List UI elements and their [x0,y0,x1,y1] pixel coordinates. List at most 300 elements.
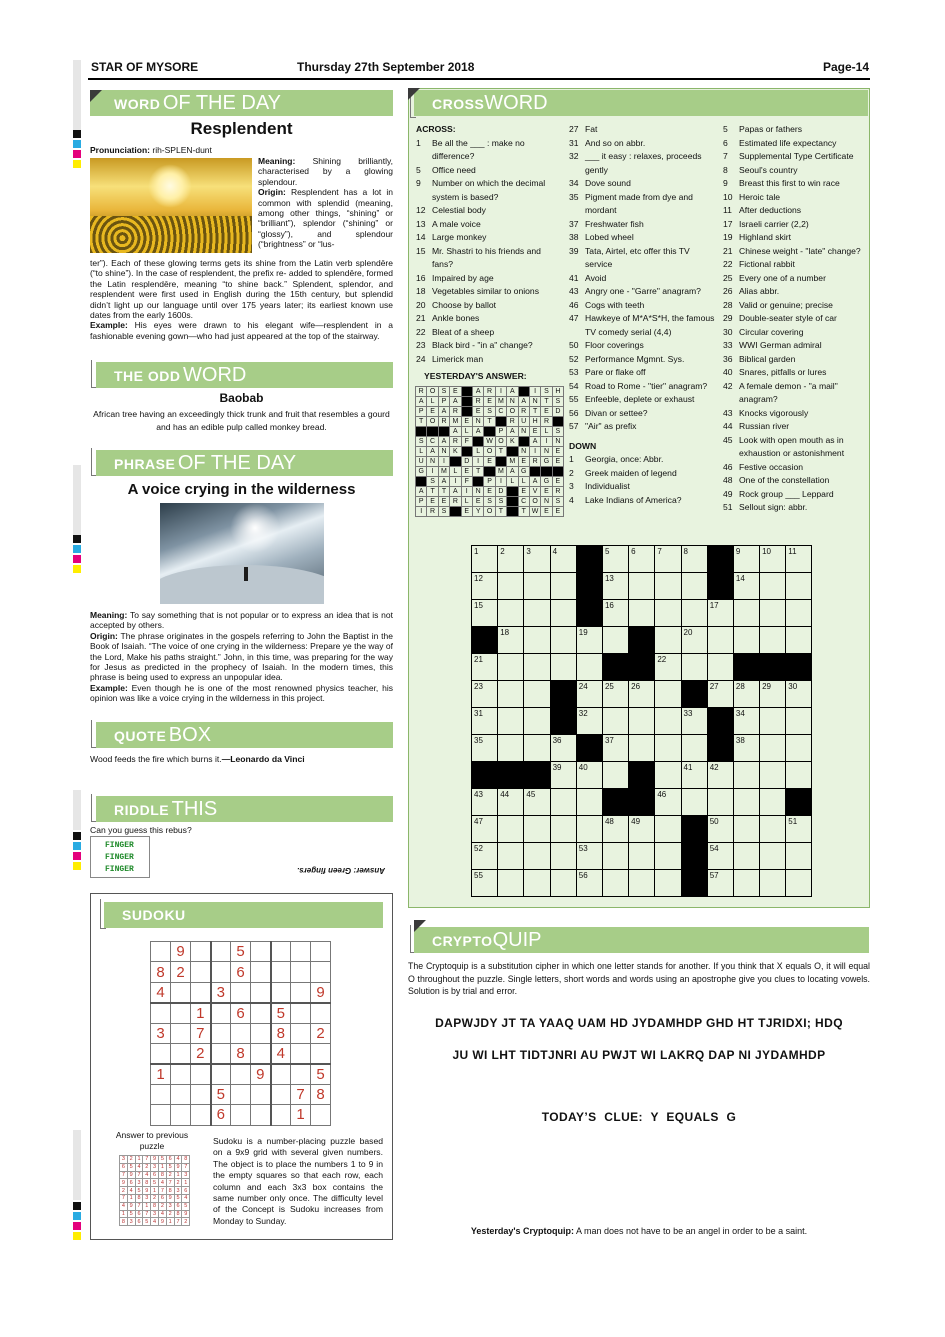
crossword-cell[interactable]: 30 [786,681,812,708]
crossword-cell[interactable] [524,654,550,681]
answer-cell: L [461,427,472,437]
crossword-cell[interactable] [629,708,655,735]
answer-cell: U [416,457,427,467]
sudoku-cell[interactable] [191,982,211,1002]
crossword-cell[interactable] [786,627,812,654]
margin-bar [73,1130,81,1200]
crossword-cell[interactable] [629,843,655,870]
crossword-cell[interactable]: 26 [629,681,655,708]
sudoku-cell[interactable] [171,1064,191,1084]
answer-cell: N [552,437,563,447]
crossword-cell[interactable]: 28 [733,681,759,708]
clue-item [416,177,562,204]
crossword-cell[interactable]: 51 [786,816,812,843]
crossword-cell[interactable] [550,870,576,897]
sudoku-cell[interactable] [211,1043,231,1063]
crossword-cell[interactable] [602,708,628,735]
clue-item [723,299,867,313]
crossword-cell[interactable] [629,870,655,897]
sudoku-cell[interactable] [151,1105,171,1125]
crossword-cell[interactable] [655,627,681,654]
sudoku-cell[interactable] [251,982,271,1002]
sudoku-given: 3 [211,982,231,1002]
sudoku-desc: Sudoku is a number-placing puzzle based on a 9x9 grid with several given numbers. The object is to place the numbers 1 to 9 in the empty squares so that each row, each column and each 3x3 box contains the same number only once. The difficulty level of the Concept is Sudoku increases from Monday to Sunday. [213,1136,383,1226]
crossword-cell[interactable] [681,735,707,762]
answer-cell: K [507,437,518,447]
clue-number: 23 [416,340,426,350]
answer-cell: E [484,487,495,497]
clue-number: 22 [723,259,733,269]
sudoku-cell[interactable] [251,962,271,982]
crossword-cell[interactable]: 34 [733,708,759,735]
crossword-cell[interactable] [733,627,759,654]
prev-answer-cell: 4 [143,1171,151,1179]
crossword-cell[interactable]: 16 [602,600,628,627]
sudoku-cell[interactable] [311,962,331,982]
crossword-cell[interactable] [760,762,786,789]
sudoku-cell[interactable] [291,942,311,962]
crossword-cell[interactable] [760,600,786,627]
crossword-cell[interactable] [707,654,733,681]
clue-item [723,285,867,299]
sudoku-cell[interactable] [211,1064,231,1084]
crossword-cell[interactable] [602,627,628,654]
crossword-cell[interactable] [655,708,681,735]
crossword-cell[interactable] [602,762,628,789]
sudoku-cell[interactable] [291,1003,311,1023]
sudoku-cell[interactable] [251,1043,271,1063]
sudoku-cell[interactable] [271,982,291,1002]
crossword-cell[interactable]: 29 [760,681,786,708]
crossword-cell[interactable] [733,762,759,789]
crossword-cell[interactable] [550,600,576,627]
crossword-cell[interactable]: 42 [707,762,733,789]
crossword-cell[interactable]: 18 [498,627,524,654]
clue-text: Fat [585,124,598,134]
clue-text: And so on abbr. [585,137,646,148]
crossword-cell[interactable] [550,789,576,816]
clue-number: 47 [569,313,579,323]
prev-answer-cell: 2 [151,1194,159,1202]
clue-number: 15 [416,245,426,256]
sudoku-cell[interactable] [231,1023,251,1043]
sudoku-cell[interactable] [271,1084,291,1104]
crossword-cell[interactable] [498,816,524,843]
crossword-block [681,843,707,870]
answer-cell: I [461,487,472,497]
clue-item [416,204,562,218]
answer-block [552,417,563,427]
answer-cell: A [529,477,540,487]
answer-cell: R [552,487,563,497]
rebus-word: FINGER [105,853,134,862]
answer-cell: L [507,477,518,487]
clue-number: 4 [569,494,574,505]
swatch-magenta [73,1222,81,1230]
sudoku-cell[interactable] [251,1105,271,1125]
crossword-cell[interactable]: 45 [524,789,550,816]
crossword-cell[interactable] [681,789,707,816]
answer-block [529,467,540,477]
sudoku-cell[interactable] [171,1105,191,1125]
sudoku-cell[interactable] [311,942,331,962]
crossword-cell[interactable] [550,843,576,870]
prev-answer-cell: 5 [158,1156,166,1164]
crossword-cell[interactable]: 6 [629,546,655,573]
crossword-cell[interactable] [524,816,550,843]
prev-answer-cell: 6 [135,1210,143,1218]
answer-cell: R [518,407,529,417]
clue-text: Circular covering [739,326,804,337]
sudoku-cell[interactable] [271,1105,291,1125]
sudoku-cell[interactable] [151,1003,171,1023]
crossword-cell[interactable] [786,708,812,735]
crossword-cell[interactable] [786,600,812,627]
crossword-cell[interactable] [629,600,655,627]
crossword-cell[interactable] [760,573,786,600]
clue-item [569,353,715,367]
crossword-cell[interactable] [733,816,759,843]
crossword-cell[interactable]: 35 [472,735,498,762]
clue-text: Ankle bones [432,313,480,323]
sudoku-cell[interactable] [151,942,171,962]
clue-text: Georgia, once: Abbr. [585,454,664,464]
crossword-cell[interactable]: 47 [472,816,498,843]
crossword-cell[interactable]: 46 [655,789,681,816]
crossword-cell[interactable]: 17 [707,600,733,627]
crossword-cell[interactable]: 53 [576,843,602,870]
crossword-cell[interactable] [655,843,681,870]
crossword-cell[interactable] [629,573,655,600]
sudoku-cell[interactable] [291,1043,311,1063]
crossword-cell[interactable]: 49 [629,816,655,843]
crossword-cell[interactable]: 27 [707,681,733,708]
crossword-cell[interactable]: 20 [681,627,707,654]
answer-block [461,447,472,457]
quote-band [96,722,393,748]
crossword-cell[interactable] [576,654,602,681]
crossword-cell[interactable]: 1 [472,546,498,573]
crossword-cell[interactable] [498,735,524,762]
crossword-cell[interactable] [498,870,524,897]
band-small-text: RIDDLE [114,802,170,818]
answer-block [461,387,472,397]
crossword-cell[interactable] [733,789,759,816]
clue-item [416,245,562,272]
answer-block [472,477,483,487]
prev-answer-cell: 2 [166,1210,174,1218]
sudoku-cell[interactable] [271,942,291,962]
crossword-cell[interactable] [550,816,576,843]
crossword-cell[interactable] [733,843,759,870]
crossword-cell[interactable] [655,762,681,789]
clue-text: Look with open mouth as in exhaustion or astonishment [739,434,845,458]
answer-cell: M [495,397,506,407]
crossword-cell[interactable] [655,816,681,843]
crossword-cell[interactable] [576,789,602,816]
sudoku-cell[interactable] [231,982,251,1002]
crossword-cell[interactable]: 55 [472,870,498,897]
crossword-cell[interactable]: 48 [602,816,628,843]
sudoku-cell[interactable] [211,942,231,962]
crossword-cell[interactable]: 21 [472,654,498,681]
crossword-cell[interactable]: 5 [602,546,628,573]
crossword-block [707,573,733,600]
crossword-cell[interactable]: 14 [733,573,759,600]
clue-text: Every one of a number [739,272,826,283]
crossword-cell[interactable] [602,870,628,897]
sudoku-given: 6 [211,1105,231,1125]
crossword-cell[interactable] [733,600,759,627]
sudoku-cell[interactable] [191,1064,211,1084]
crossword-cell[interactable]: 11 [786,546,812,573]
crossword-cell[interactable] [524,735,550,762]
crossword-cell[interactable]: 52 [472,843,498,870]
clue-number: 28 [723,299,733,310]
crossword-cell[interactable] [707,789,733,816]
crossword-cell[interactable]: 31 [472,708,498,735]
answer-cell: W [484,437,495,447]
crossword-cell[interactable] [707,627,733,654]
crossword-cell[interactable] [655,870,681,897]
clue-item [416,137,562,164]
sudoku-given: 9 [251,1064,271,1084]
clue-number: 46 [569,299,579,310]
crossword-cell[interactable]: 57 [707,870,733,897]
sudoku-cell[interactable] [171,1023,191,1043]
crossword-cell[interactable] [498,843,524,870]
crossword-cell[interactable] [786,735,812,762]
answer-cell: A [529,437,540,447]
crossword-cell[interactable] [760,735,786,762]
crossword-cell[interactable]: 3 [524,546,550,573]
sudoku-cell[interactable] [191,962,211,982]
sudoku-cell[interactable] [211,1003,231,1023]
crossword-cell[interactable]: 33 [681,708,707,735]
prev-answer-cell: 2 [143,1163,151,1171]
answer-cell: O [495,437,506,447]
clue-text: Russian river [739,421,790,431]
crossword-cell[interactable] [524,843,550,870]
crossword-cell[interactable] [760,789,786,816]
clue-item [723,488,867,502]
clue-number: 24 [416,353,426,364]
sudoku-cell[interactable] [251,1084,271,1104]
crossword-cell[interactable] [760,816,786,843]
crossword-cell[interactable] [550,654,576,681]
clue-number: 16 [416,272,426,283]
crossword-cell[interactable]: 24 [576,681,602,708]
answer-cell: I [416,507,427,517]
answer-block [438,427,449,437]
crossword-cell[interactable] [760,843,786,870]
crossword-cell[interactable]: 50 [707,816,733,843]
crossword-cell[interactable]: 32 [576,708,602,735]
sudoku-cell[interactable] [211,962,231,982]
crossword-cell[interactable] [681,600,707,627]
clue-item [569,467,715,481]
prev-answer-cell: 2 [174,1179,182,1187]
crossword-cell[interactable] [498,708,524,735]
clue-text: Rock group ___ Leppard [739,488,834,499]
crossword-cell[interactable]: 8 [681,546,707,573]
answer-cell: E [529,427,540,437]
crossword-cell[interactable]: 38 [733,735,759,762]
sudoku-cell[interactable] [291,962,311,982]
sudoku-cell[interactable] [191,942,211,962]
crossword-cell[interactable] [733,870,759,897]
crossword-cell[interactable]: 22 [655,654,681,681]
crossword-cell[interactable] [629,735,655,762]
crossword-cell[interactable]: 39 [550,762,576,789]
crossword-cell[interactable]: 44 [498,789,524,816]
sudoku-cell[interactable] [231,1064,251,1084]
clue-text: Chinese weight - "late" change? [739,245,861,256]
crossword-cell[interactable] [602,843,628,870]
sudoku-cell[interactable] [211,1023,231,1043]
crossword-cell[interactable] [524,627,550,654]
sudoku-cell[interactable] [191,1105,211,1125]
answer-cell: A [427,447,438,457]
crossword-cell[interactable] [498,681,524,708]
answer-cell: N [472,417,483,427]
crossword-cell[interactable] [524,573,550,600]
sudoku-cell[interactable] [271,1064,291,1084]
crossword-cell[interactable] [786,573,812,600]
crossword-cell[interactable] [760,708,786,735]
sudoku-cell[interactable] [251,1003,271,1023]
crossword-cell[interactable]: 25 [602,681,628,708]
crossword-cell[interactable] [550,573,576,600]
sudoku-cell[interactable] [311,1003,331,1023]
sudoku-cell[interactable] [251,1023,271,1043]
clue-text: Biblical garden [739,353,796,364]
sudoku-cell[interactable] [151,1084,171,1104]
crossword-cell[interactable]: 40 [576,762,602,789]
crossword-block [760,654,786,681]
clue-text: Number on which the decimal system is based? [432,178,546,202]
crossword-cell[interactable]: 13 [602,573,628,600]
answer-cell: O [427,387,438,397]
crossword-cell[interactable] [655,573,681,600]
crossword-cell[interactable] [655,681,681,708]
crossword-cell[interactable]: 7 [655,546,681,573]
prev-answer-cell: 2 [158,1202,166,1210]
clue-item [569,123,715,137]
clue-item [723,461,867,475]
sudoku-cell[interactable] [231,1105,251,1125]
crossword-cell[interactable]: 9 [733,546,759,573]
sudoku-cell[interactable] [151,1043,171,1063]
crossword-cell[interactable]: 2 [498,546,524,573]
crossword-cell[interactable] [786,843,812,870]
crossword-cell[interactable] [576,816,602,843]
crossword-cell[interactable] [681,573,707,600]
crossword-cell[interactable]: 15 [472,600,498,627]
crossword-cell[interactable] [786,762,812,789]
sudoku-cell[interactable] [311,1043,331,1063]
crossword-cell[interactable]: 10 [760,546,786,573]
sudoku-cell[interactable] [311,1105,331,1125]
crossword-cell[interactable] [498,654,524,681]
clue-text: Bleat of a sheep [432,326,495,337]
crossword-cell[interactable] [524,708,550,735]
prev-answer-cell: 1 [174,1171,182,1179]
sudoku-cell[interactable] [251,942,271,962]
clue-text: Sellout sign: abbr. [739,502,808,512]
crossword-cell[interactable] [550,627,576,654]
crossword-cell[interactable]: 56 [576,870,602,897]
crossword-cell[interactable] [498,573,524,600]
answer-cell: R [529,457,540,467]
crossword-cell[interactable]: 43 [472,789,498,816]
answer-cell: F [461,437,472,447]
sudoku-cell[interactable] [291,1023,311,1043]
crossword-block [629,654,655,681]
crossword-cell[interactable] [498,600,524,627]
crossword-cell[interactable] [760,870,786,897]
clue-text: Angry one - "Garre" anagram? [585,286,701,296]
clue-number: 3 [569,481,574,491]
crossword-block [576,600,602,627]
sudoku-cell[interactable] [171,982,191,1002]
crossword-block [602,789,628,816]
answer-cell: G [541,477,552,487]
crossword-cell[interactable]: 19 [576,627,602,654]
sudoku-cell[interactable] [271,962,291,982]
crossword-cell[interactable]: 37 [602,735,628,762]
prev-answer-cell: 7 [135,1171,143,1179]
clue-number: 25 [723,272,733,283]
sudoku-cell[interactable] [171,1043,191,1063]
prev-answer-cell: 4 [127,1187,135,1195]
down-clues-col [723,123,867,515]
sudoku-cell[interactable] [291,982,311,1002]
clue-number: 48 [723,475,733,485]
sudoku-cell[interactable] [291,1064,311,1084]
crossword-cell[interactable] [760,627,786,654]
crossword-cell[interactable] [524,600,550,627]
crossword-cell[interactable]: 54 [707,843,733,870]
sudoku-cell[interactable] [231,1084,251,1104]
answer-block [484,467,495,477]
crossword-cell[interactable]: 36 [550,735,576,762]
crossword-cell[interactable]: 23 [472,681,498,708]
crossword-cell[interactable]: 12 [472,573,498,600]
crossword-cell[interactable]: 4 [550,546,576,573]
sudoku-cell[interactable] [171,1003,191,1023]
crossword-cell[interactable] [655,600,681,627]
answer-cell: C [427,437,438,447]
sudoku-cell[interactable] [171,1084,191,1104]
wilderness-photo [160,503,324,604]
clue-text: Dove sound [585,178,631,188]
crossword-cell[interactable] [655,735,681,762]
crossword-cell[interactable] [681,654,707,681]
crossword-cell[interactable] [524,681,550,708]
crossword-block [524,762,550,789]
clue-number: 31 [569,137,579,148]
prev-answer-cell: 6 [174,1202,182,1210]
answer-block [552,467,563,477]
sudoku-cell[interactable] [191,1084,211,1104]
prev-answer-cell: 5 [151,1179,159,1187]
crossword-cell[interactable]: 41 [681,762,707,789]
clue-text: Snares, pitfalls or lures [739,367,827,377]
crossword-cell[interactable] [524,870,550,897]
prev-answer-cell: 4 [158,1179,166,1187]
crossword-cell[interactable] [786,870,812,897]
